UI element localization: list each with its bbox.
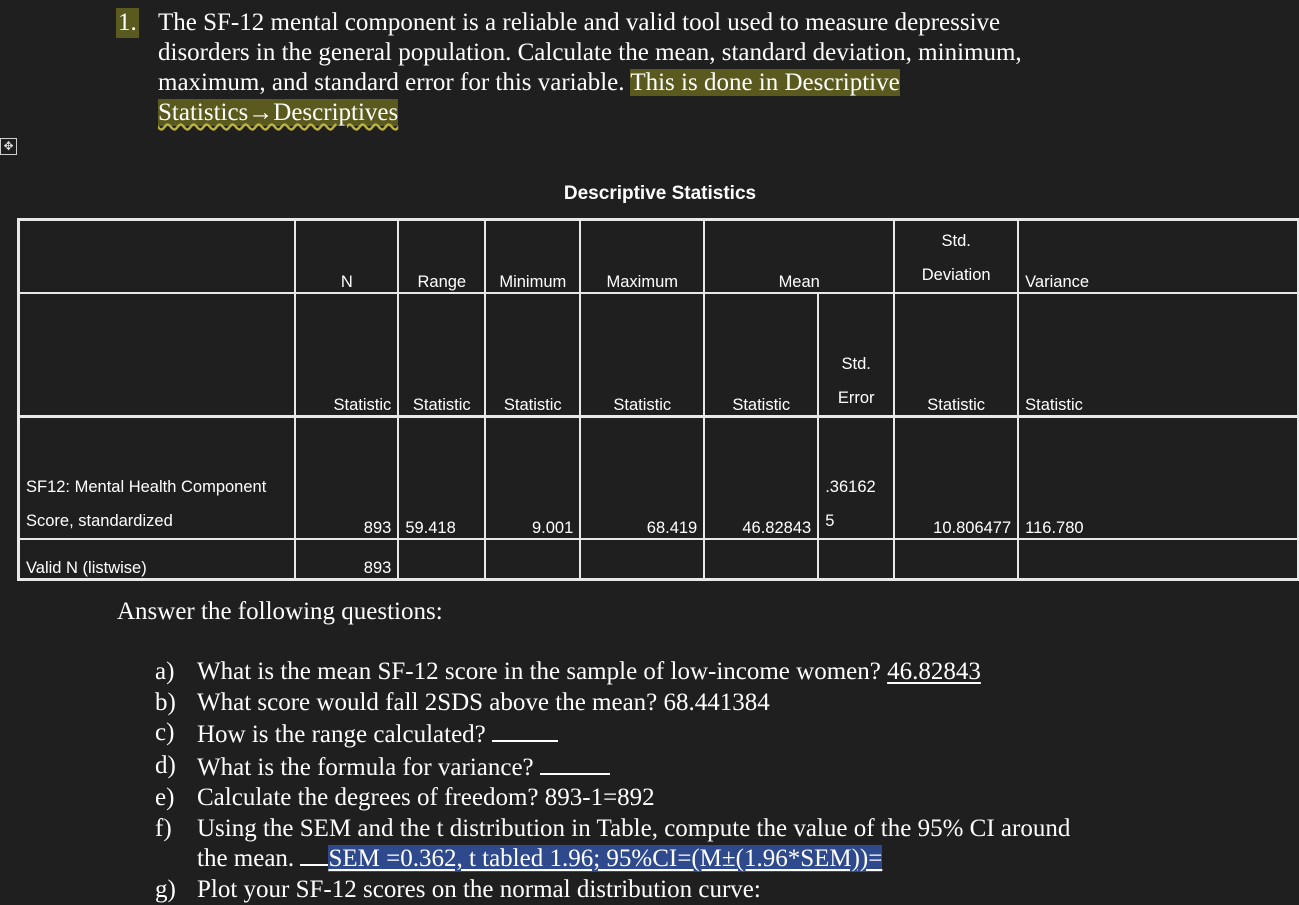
cell-empty <box>1018 539 1298 580</box>
item-letter: a) <box>155 657 197 688</box>
item-question: What is the formula for variance? <box>197 754 540 781</box>
subheader-statistic: Statistic <box>580 293 704 417</box>
cell-variance: 116.780 <box>1018 417 1298 540</box>
header-maximum: Maximum <box>580 220 704 294</box>
item-question: the mean. <box>197 845 300 872</box>
cell-n: 893 <box>295 539 398 580</box>
question-line: The SF-12 mental component is a reliable and valid tool used to measure depressive <box>158 8 1116 38</box>
header-text: Error <box>825 381 887 415</box>
cell-empty <box>398 539 485 580</box>
item-text <box>197 657 981 688</box>
subheader-row <box>19 293 1299 417</box>
cell-empty <box>818 539 894 580</box>
subheader-std-error <box>818 293 894 417</box>
item-question: Using the SEM and the t distribution in Table, compute the value of the 95% CI around <box>197 815 1070 842</box>
question-list <box>155 657 1155 905</box>
header-minimum: Minimum <box>485 220 580 294</box>
question-line: disorders in the general population. Calculate the mean, standard deviation, minimum, <box>158 38 1116 68</box>
cell-minimum: 9.001 <box>485 417 580 540</box>
question-line <box>158 98 1116 128</box>
selected-answer[interactable]: SEM =0.362, t tabled 1.96; 95%CI=(M±(1.96*SEM))= <box>328 845 882 872</box>
subheader-statistic: Statistic <box>485 293 580 417</box>
subheader-statistic: Statistic <box>894 293 1018 417</box>
item-text <box>197 814 1070 875</box>
answer-blank[interactable] <box>492 718 558 742</box>
item-letter: g) <box>155 875 197 905</box>
question-1 <box>116 8 1116 128</box>
row-label <box>19 417 296 540</box>
item-text <box>197 751 610 784</box>
row-label-line: Score, standardized <box>26 504 288 538</box>
item-letter: c) <box>155 718 197 751</box>
cell-text: .36162 <box>825 470 887 504</box>
cell-std-error <box>818 417 894 540</box>
cell-empty <box>704 539 818 580</box>
highlighted-menu-path: Statistics→Descriptives <box>158 99 398 126</box>
subheader-statistic: Statistic <box>1018 293 1298 417</box>
header-mean: Mean <box>704 220 894 294</box>
list-item <box>155 657 1155 688</box>
list-item <box>155 814 1155 875</box>
subheader-cell-empty <box>19 293 296 417</box>
question-number: 1. <box>116 8 139 38</box>
question-1-text <box>158 8 1116 128</box>
list-item <box>155 718 1155 751</box>
table-row <box>19 539 1299 580</box>
descriptive-statistics-table <box>17 218 1299 581</box>
header-text: Std. <box>825 347 887 381</box>
header-cell-empty <box>19 220 296 294</box>
answer-blank <box>300 844 328 866</box>
header-variance: Variance <box>1018 220 1298 294</box>
table-row <box>19 417 1299 540</box>
question-line <box>158 68 1116 98</box>
item-question: What score would fall 2SDS above the mean? 68.441384 <box>197 688 770 719</box>
item-answer: 46.82843 <box>887 658 981 685</box>
item-question: How is the range calculated? <box>197 721 492 748</box>
question-text: maximum, and standard error for this variable. <box>158 69 630 96</box>
cell-std-deviation: 10.806477 <box>894 417 1018 540</box>
list-item <box>155 751 1155 784</box>
answer-blank[interactable] <box>540 751 610 775</box>
list-item <box>155 783 1155 814</box>
answers-heading: Answer the following questions: <box>117 598 443 626</box>
cell-maximum: 68.419 <box>580 417 704 540</box>
table-title: Descriptive Statistics <box>0 183 1299 205</box>
header-n: N <box>295 220 398 294</box>
cell-empty <box>485 539 580 580</box>
item-letter: d) <box>155 751 197 784</box>
header-std-deviation <box>894 220 1018 294</box>
subheader-statistic: Statistic <box>295 293 398 417</box>
cell-mean: 46.82843 <box>704 417 818 540</box>
table-move-handle-icon[interactable]: ✥ <box>0 138 17 155</box>
cell-range: 59.418 <box>398 417 485 540</box>
row-label: Valid N (listwise) <box>19 539 296 580</box>
cell-empty <box>894 539 1018 580</box>
list-item <box>155 688 1155 719</box>
item-letter: b) <box>155 688 197 719</box>
header-row <box>19 220 1299 294</box>
item-question: Calculate the degrees of freedom? 893-1=892 <box>197 783 655 814</box>
item-letter: e) <box>155 783 197 814</box>
subheader-statistic: Statistic <box>704 293 818 417</box>
highlighted-text: This is done in Descriptive <box>630 69 899 96</box>
header-text: Deviation <box>901 258 1011 292</box>
list-item <box>155 875 1155 905</box>
item-question: What is the mean SF-12 score in the sample of low-income women? <box>197 658 887 685</box>
item-letter: f) <box>155 814 197 875</box>
row-label-line: SF12: Mental Health Component <box>26 470 288 504</box>
header-text: Std. <box>901 224 1011 258</box>
subheader-statistic: Statistic <box>398 293 485 417</box>
item-question: Plot your SF-12 scores on the normal distribution curve: <box>197 875 761 905</box>
cell-n: 893 <box>295 417 398 540</box>
cell-empty <box>580 539 704 580</box>
header-range: Range <box>398 220 485 294</box>
cell-text: 5 <box>825 504 887 538</box>
item-text <box>197 718 558 751</box>
